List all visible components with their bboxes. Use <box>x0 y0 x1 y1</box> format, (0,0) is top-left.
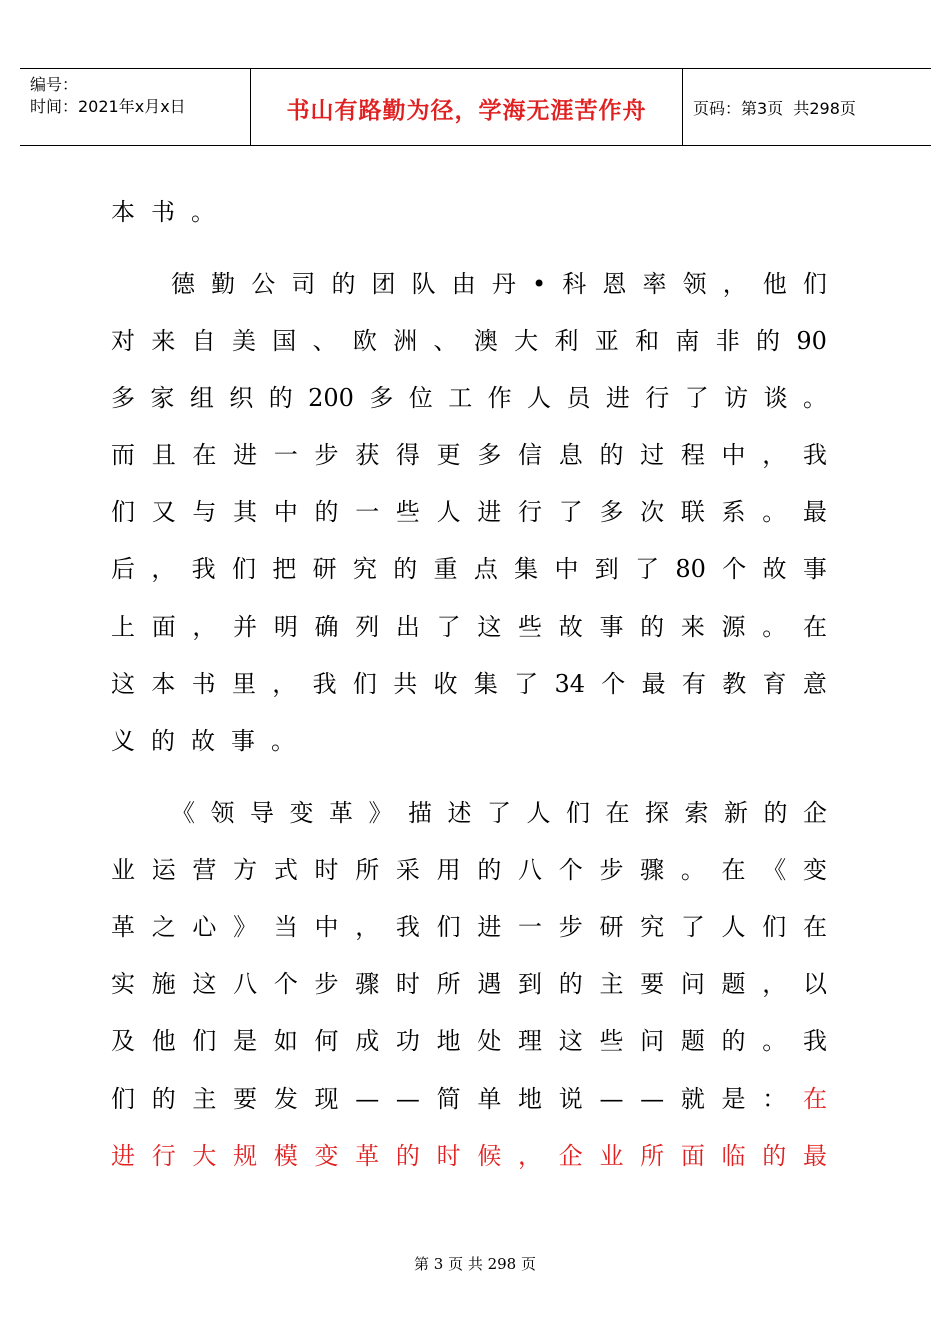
number-label: 编号： <box>30 75 79 94</box>
page-footer: 第 3 页 共 298 页 <box>413 1255 536 1273</box>
text-line: 们 又 与 其 中 的 一 些 人 进 行 了 多 次 联 系 。 最 <box>111 498 827 526</box>
text-line: 《 领 导 变 革 》 描 述 了 人 们 在 探 索 新 的 企 <box>171 799 827 827</box>
text-line-emphasis: 进 行 大 规 模 变 革 的 时 候 ， 企 业 所 面 临 的 最 <box>111 1142 827 1170</box>
text-line: 德 勤 公 司 的 团 队 由 丹 • 科 恩 率 领 ， 他 们 <box>171 270 827 298</box>
text-line: 革 之 心 》 当 中 ， 我 们 进 一 步 研 究 了 人 们 在 <box>111 913 827 941</box>
text-line: 而 且 在 进 一 步 获 得 更 多 信 息 的 过 程 中 ， 我 <box>111 441 827 469</box>
page-header <box>20 68 931 146</box>
text-line: 上 面 ， 并 明 确 列 出 了 这 些 故 事 的 来 源 。 在 <box>111 613 827 641</box>
page-info-text: 页码：第3页 共298页 <box>693 98 856 118</box>
text-line: 业 运 营 方 式 时 所 采 用 的 八 个 步 骤 。 在 《 变 <box>111 856 827 884</box>
text-line: 这 本 书 里 ， 我 们 共 收 集 了 34 个 最 有 教 育 意 <box>111 670 827 698</box>
text-line: 实 施 这 八 个 步 骤 时 所 遇 到 的 主 要 问 题 ， 以 <box>111 970 827 998</box>
text-line: 及 他 们 是 如 何 成 功 地 处 理 这 些 问 题 的 。 我 <box>111 1027 827 1055</box>
header-page-info <box>683 69 931 145</box>
text-line: 对 来 自 美 国 、 欧 洲 、 澳 大 利 亚 和 南 非 的 90 <box>111 327 827 355</box>
text-line: 义 的 故 事 。 <box>111 727 295 755</box>
time-label: 时间：2021年x月x日 <box>30 97 186 116</box>
text-line: 多 家 组 织 的 200 多 位 工 作 人 员 进 行 了 访 谈 。 <box>111 384 827 412</box>
header-meta <box>20 69 251 145</box>
text-line: 们 的 主 要 发 现 — — 简 单 地 说 — — 就 是 ： 在 <box>111 1085 827 1113</box>
header-motto: 书山有路勤为径，学海无涯苦作舟 <box>251 69 683 145</box>
text-line: 本 书 。 <box>111 198 215 226</box>
text-line: 后 ， 我 们 把 研 究 的 重 点 集 中 到 了 80 个 故 事 <box>111 555 827 583</box>
